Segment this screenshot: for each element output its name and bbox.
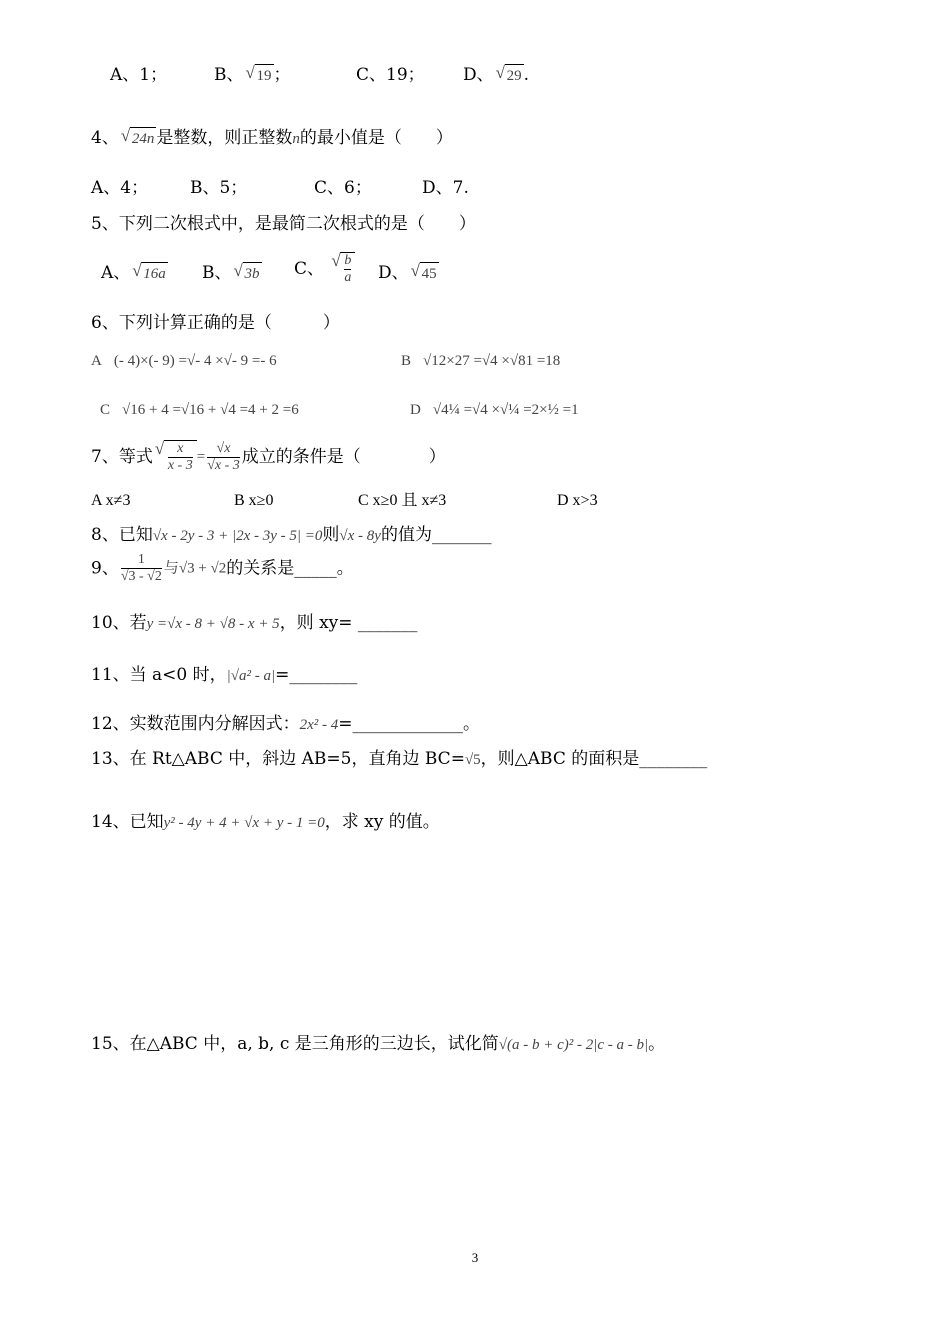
question-5-stem: 5、下列二次根式中，是最简二次根式的是（ ） xyxy=(91,214,476,234)
question-11: 11、当 a<0 时，|√a² - a|=________ xyxy=(91,665,358,685)
q5-option-c: C、 √ $\frac{b}{a}$ xyxy=(294,252,355,286)
question-6-stem: 6、下列计算正确的是（ ） xyxy=(91,313,340,333)
q3-option-b: B、√ 19 ； xyxy=(214,64,291,87)
q4-option-d: D、7. xyxy=(422,178,469,198)
q5-option-b: B、√ 3b xyxy=(202,262,262,285)
q4-option-c: C、6； xyxy=(314,178,372,198)
question-14: 14、已知y² - 4y + 4 + √x + y - 1 =0，求 xy 的值。 xyxy=(91,812,440,832)
question-15: 15、在△ABC 中，a, b, c 是三角形的三边长，试化简√(a - b + c)² - 2|c - a - b|。 xyxy=(91,1034,666,1054)
q7-option-a: A x≠3 xyxy=(91,492,131,509)
q3-option-c: C、19； xyxy=(356,65,425,85)
q5-option-a: A、√ 16a xyxy=(101,262,168,285)
q6-option-d: D √4¼ =√4 ×√¼ =2×½ =1 xyxy=(410,402,579,418)
q7-option-c: C x≥0 且 x≠3 xyxy=(358,492,447,509)
q5-option-d: D、√ 45 xyxy=(378,262,439,285)
q6-option-b: B √12×27 =√4 ×√81 =18 xyxy=(401,353,561,369)
q4-option-b: B、5； xyxy=(190,178,248,198)
page-number: 3 xyxy=(471,1250,479,1265)
question-7-stem: 7、等式 √ $\frac{x}{x - 3}$ = $\frac{√x}{√x - 3}$ 成立的条件是（ ） xyxy=(91,440,446,486)
q6-option-a: A (- 4)×(- 9) =√- 4 ×√- 9 =- 6 xyxy=(91,353,277,369)
q7-option-b: B x≥0 xyxy=(234,492,274,509)
q4-option-a: A、4； xyxy=(91,178,149,198)
question-13: 13、在 Rt△ABC 中，斜边 AB=5，直角边 BC=√5，则△ABC 的面积是________ xyxy=(91,749,708,769)
question-12: 12、实数范围内分解因式：2x² - 4=_____________。 xyxy=(91,714,481,734)
q7-option-d: D x>3 xyxy=(557,492,598,509)
q3-option-a: A、1； xyxy=(110,65,168,85)
question-10: 10、若y =√x - 8 + √8 - x + 5，则 xy= _______ xyxy=(91,613,418,633)
question-4-stem: 4、√ 24n 是整数，则正整数n的最小值是（ ） xyxy=(91,127,453,150)
question-8: 8、已知√x - 2y - 3 + |2x - 3y - 5| =0则√x - 8y的值为_______ xyxy=(91,525,492,545)
question-9: 9、 $\frac{1}{√3 - √2}$ 与√3 + √2的关系是_____。 xyxy=(91,552,354,584)
q6-option-c: C √16 + 4 =√16 + √4 =4 + 2 =6 xyxy=(100,402,299,418)
q3-option-d: D、√ 29 . xyxy=(463,64,529,87)
